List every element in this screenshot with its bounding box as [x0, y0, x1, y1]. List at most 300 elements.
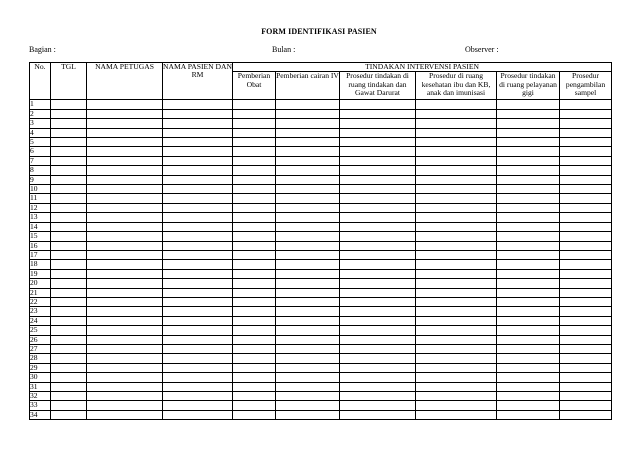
table-cell[interactable] [497, 363, 560, 372]
table-cell[interactable] [163, 109, 233, 118]
table-cell[interactable] [340, 297, 416, 306]
table-cell[interactable] [276, 128, 340, 137]
table-cell[interactable] [340, 373, 416, 382]
table-cell[interactable] [233, 185, 276, 194]
table-cell[interactable] [163, 138, 233, 147]
table-cell[interactable] [276, 373, 340, 382]
table-cell[interactable] [560, 166, 612, 175]
table-cell[interactable] [340, 100, 416, 109]
table-cell[interactable] [51, 222, 87, 231]
table-cell[interactable] [416, 269, 497, 278]
table-cell[interactable] [276, 100, 340, 109]
table-cell[interactable] [340, 410, 416, 419]
table-cell[interactable] [340, 392, 416, 401]
table-cell[interactable] [416, 373, 497, 382]
table-cell[interactable] [276, 166, 340, 175]
table-cell[interactable] [560, 203, 612, 212]
table-cell[interactable] [416, 401, 497, 410]
table-cell[interactable] [51, 138, 87, 147]
table-cell[interactable] [87, 335, 163, 344]
table-cell[interactable] [87, 156, 163, 165]
table-cell[interactable] [163, 382, 233, 391]
table-cell[interactable] [560, 119, 612, 128]
table-cell[interactable] [497, 128, 560, 137]
table-cell[interactable] [416, 363, 497, 372]
table-cell[interactable] [233, 401, 276, 410]
table-cell[interactable] [87, 166, 163, 175]
table-cell[interactable] [51, 128, 87, 137]
table-cell[interactable] [51, 100, 87, 109]
table-cell[interactable] [340, 147, 416, 156]
table-cell[interactable] [416, 203, 497, 212]
table-cell[interactable] [51, 147, 87, 156]
table-cell[interactable] [51, 260, 87, 269]
table-cell[interactable] [416, 147, 497, 156]
table-cell[interactable] [51, 156, 87, 165]
table-cell[interactable] [87, 382, 163, 391]
table-cell[interactable] [340, 203, 416, 212]
table-cell[interactable] [416, 232, 497, 241]
table-cell[interactable] [163, 203, 233, 212]
table-cell[interactable] [51, 326, 87, 335]
table-cell[interactable] [163, 241, 233, 250]
table-cell[interactable] [497, 392, 560, 401]
table-cell[interactable] [276, 138, 340, 147]
table-cell[interactable] [87, 175, 163, 184]
table-cell[interactable] [276, 279, 340, 288]
table-cell[interactable] [163, 401, 233, 410]
table-cell[interactable] [276, 316, 340, 325]
table-cell[interactable] [163, 194, 233, 203]
table-cell[interactable] [416, 392, 497, 401]
table-cell[interactable] [163, 232, 233, 241]
table-cell[interactable] [233, 109, 276, 118]
table-cell[interactable] [87, 316, 163, 325]
table-cell[interactable] [51, 335, 87, 344]
table-cell[interactable] [51, 279, 87, 288]
table-cell[interactable] [233, 100, 276, 109]
table-cell[interactable] [87, 269, 163, 278]
table-cell[interactable] [497, 222, 560, 231]
table-cell[interactable] [276, 232, 340, 241]
table-cell[interactable] [276, 147, 340, 156]
table-cell[interactable] [87, 401, 163, 410]
table-cell[interactable] [163, 260, 233, 269]
table-cell[interactable] [51, 269, 87, 278]
table-cell[interactable] [560, 241, 612, 250]
table-cell[interactable] [51, 194, 87, 203]
table-cell[interactable] [276, 222, 340, 231]
table-cell[interactable] [233, 363, 276, 372]
table-cell[interactable] [163, 316, 233, 325]
table-cell[interactable] [560, 401, 612, 410]
table-cell[interactable] [416, 279, 497, 288]
table-cell[interactable] [497, 147, 560, 156]
table-cell[interactable] [497, 166, 560, 175]
table-cell[interactable] [276, 335, 340, 344]
table-cell[interactable] [233, 288, 276, 297]
table-cell[interactable] [51, 344, 87, 353]
table-cell[interactable] [51, 297, 87, 306]
table-cell[interactable] [87, 213, 163, 222]
table-cell[interactable] [560, 109, 612, 118]
table-cell[interactable] [497, 307, 560, 316]
table-cell[interactable] [560, 128, 612, 137]
table-cell[interactable] [233, 269, 276, 278]
table-cell[interactable] [51, 185, 87, 194]
table-cell[interactable] [51, 382, 87, 391]
table-cell[interactable] [497, 241, 560, 250]
table-cell[interactable] [340, 250, 416, 259]
table-cell[interactable] [560, 382, 612, 391]
table-cell[interactable] [276, 401, 340, 410]
table-cell[interactable] [340, 222, 416, 231]
table-cell[interactable] [87, 194, 163, 203]
table-cell[interactable] [276, 194, 340, 203]
table-cell[interactable] [416, 100, 497, 109]
table-cell[interactable] [340, 344, 416, 353]
table-cell[interactable] [276, 109, 340, 118]
table-cell[interactable] [276, 326, 340, 335]
table-cell[interactable] [163, 147, 233, 156]
table-cell[interactable] [233, 354, 276, 363]
table-cell[interactable] [163, 326, 233, 335]
table-cell[interactable] [233, 260, 276, 269]
table-cell[interactable] [163, 354, 233, 363]
table-cell[interactable] [276, 382, 340, 391]
table-cell[interactable] [340, 269, 416, 278]
table-cell[interactable] [340, 326, 416, 335]
table-cell[interactable] [340, 175, 416, 184]
table-cell[interactable] [233, 373, 276, 382]
table-cell[interactable] [163, 269, 233, 278]
table-cell[interactable] [416, 410, 497, 419]
table-cell[interactable] [233, 147, 276, 156]
table-cell[interactable] [276, 392, 340, 401]
table-cell[interactable] [340, 109, 416, 118]
table-cell[interactable] [276, 269, 340, 278]
table-cell[interactable] [233, 250, 276, 259]
table-cell[interactable] [233, 307, 276, 316]
table-cell[interactable] [560, 354, 612, 363]
table-cell[interactable] [560, 269, 612, 278]
table-cell[interactable] [340, 382, 416, 391]
table-cell[interactable] [87, 307, 163, 316]
table-cell[interactable] [416, 194, 497, 203]
table-cell[interactable] [416, 316, 497, 325]
table-cell[interactable] [233, 213, 276, 222]
table-cell[interactable] [233, 175, 276, 184]
table-cell[interactable] [340, 194, 416, 203]
table-cell[interactable] [416, 241, 497, 250]
table-cell[interactable] [560, 326, 612, 335]
table-cell[interactable] [276, 185, 340, 194]
table-cell[interactable] [416, 185, 497, 194]
table-cell[interactable] [340, 307, 416, 316]
table-cell[interactable] [340, 241, 416, 250]
table-cell[interactable] [497, 138, 560, 147]
table-cell[interactable] [416, 288, 497, 297]
table-cell[interactable] [163, 307, 233, 316]
table-cell[interactable] [276, 410, 340, 419]
table-cell[interactable] [233, 232, 276, 241]
table-cell[interactable] [163, 392, 233, 401]
table-cell[interactable] [560, 297, 612, 306]
table-cell[interactable] [560, 156, 612, 165]
table-cell[interactable] [51, 213, 87, 222]
table-cell[interactable] [51, 401, 87, 410]
table-cell[interactable] [163, 297, 233, 306]
table-cell[interactable] [416, 260, 497, 269]
table-cell[interactable] [87, 222, 163, 231]
table-cell[interactable] [560, 335, 612, 344]
table-cell[interactable] [87, 250, 163, 259]
table-cell[interactable] [87, 185, 163, 194]
table-cell[interactable] [497, 175, 560, 184]
table-cell[interactable] [87, 354, 163, 363]
table-cell[interactable] [497, 401, 560, 410]
table-cell[interactable] [163, 344, 233, 353]
table-cell[interactable] [87, 279, 163, 288]
table-cell[interactable] [87, 203, 163, 212]
table-cell[interactable] [340, 354, 416, 363]
table-cell[interactable] [497, 185, 560, 194]
table-cell[interactable] [163, 288, 233, 297]
table-cell[interactable] [51, 316, 87, 325]
table-cell[interactable] [340, 260, 416, 269]
table-cell[interactable] [163, 279, 233, 288]
table-cell[interactable] [87, 100, 163, 109]
table-cell[interactable] [51, 166, 87, 175]
table-cell[interactable] [560, 194, 612, 203]
table-cell[interactable] [416, 109, 497, 118]
table-cell[interactable] [276, 213, 340, 222]
table-cell[interactable] [497, 194, 560, 203]
table-cell[interactable] [163, 156, 233, 165]
table-cell[interactable] [233, 297, 276, 306]
table-cell[interactable] [233, 316, 276, 325]
table-cell[interactable] [163, 222, 233, 231]
table-cell[interactable] [416, 335, 497, 344]
table-cell[interactable] [87, 109, 163, 118]
table-cell[interactable] [560, 100, 612, 109]
table-cell[interactable] [340, 156, 416, 165]
table-cell[interactable] [340, 335, 416, 344]
table-cell[interactable] [416, 382, 497, 391]
table-cell[interactable] [51, 109, 87, 118]
table-cell[interactable] [51, 175, 87, 184]
table-cell[interactable] [233, 382, 276, 391]
table-cell[interactable] [497, 100, 560, 109]
table-cell[interactable] [87, 260, 163, 269]
table-cell[interactable] [276, 260, 340, 269]
table-cell[interactable] [87, 241, 163, 250]
table-cell[interactable] [233, 119, 276, 128]
table-cell[interactable] [163, 100, 233, 109]
table-cell[interactable] [276, 175, 340, 184]
table-cell[interactable] [87, 138, 163, 147]
table-cell[interactable] [276, 297, 340, 306]
table-cell[interactable] [560, 363, 612, 372]
table-cell[interactable] [416, 297, 497, 306]
table-cell[interactable] [51, 410, 87, 419]
table-cell[interactable] [497, 203, 560, 212]
table-cell[interactable] [276, 288, 340, 297]
table-cell[interactable] [560, 250, 612, 259]
table-cell[interactable] [416, 213, 497, 222]
table-cell[interactable] [233, 279, 276, 288]
table-cell[interactable] [51, 373, 87, 382]
table-cell[interactable] [560, 222, 612, 231]
table-cell[interactable] [340, 213, 416, 222]
table-cell[interactable] [560, 260, 612, 269]
table-cell[interactable] [416, 138, 497, 147]
table-cell[interactable] [340, 185, 416, 194]
table-cell[interactable] [497, 109, 560, 118]
table-cell[interactable] [276, 250, 340, 259]
table-cell[interactable] [276, 344, 340, 353]
table-cell[interactable] [163, 373, 233, 382]
table-cell[interactable] [340, 279, 416, 288]
table-cell[interactable] [497, 250, 560, 259]
table-cell[interactable] [497, 279, 560, 288]
table-cell[interactable] [497, 373, 560, 382]
table-cell[interactable] [87, 288, 163, 297]
table-cell[interactable] [87, 147, 163, 156]
table-cell[interactable] [497, 269, 560, 278]
table-cell[interactable] [497, 316, 560, 325]
table-cell[interactable] [163, 335, 233, 344]
table-cell[interactable] [560, 307, 612, 316]
table-cell[interactable] [276, 203, 340, 212]
table-cell[interactable] [497, 335, 560, 344]
table-cell[interactable] [51, 203, 87, 212]
table-cell[interactable] [233, 156, 276, 165]
table-cell[interactable] [560, 344, 612, 353]
table-cell[interactable] [163, 185, 233, 194]
table-cell[interactable] [163, 213, 233, 222]
table-cell[interactable] [497, 297, 560, 306]
table-cell[interactable] [497, 344, 560, 353]
table-cell[interactable] [87, 363, 163, 372]
table-cell[interactable] [51, 250, 87, 259]
table-cell[interactable] [276, 156, 340, 165]
table-cell[interactable] [233, 128, 276, 137]
table-cell[interactable] [497, 288, 560, 297]
table-cell[interactable] [87, 410, 163, 419]
table-cell[interactable] [163, 250, 233, 259]
table-cell[interactable] [497, 232, 560, 241]
table-cell[interactable] [87, 119, 163, 128]
table-cell[interactable] [416, 344, 497, 353]
table-cell[interactable] [560, 138, 612, 147]
table-cell[interactable] [416, 326, 497, 335]
table-cell[interactable] [233, 410, 276, 419]
table-cell[interactable] [87, 392, 163, 401]
table-cell[interactable] [560, 185, 612, 194]
table-cell[interactable] [497, 326, 560, 335]
table-cell[interactable] [560, 232, 612, 241]
table-cell[interactable] [416, 250, 497, 259]
table-cell[interactable] [497, 354, 560, 363]
table-cell[interactable] [163, 410, 233, 419]
table-cell[interactable] [51, 232, 87, 241]
table-cell[interactable] [560, 175, 612, 184]
table-cell[interactable] [497, 410, 560, 419]
table-cell[interactable] [416, 119, 497, 128]
table-cell[interactable] [233, 203, 276, 212]
table-cell[interactable] [340, 288, 416, 297]
table-cell[interactable] [560, 147, 612, 156]
table-cell[interactable] [497, 260, 560, 269]
table-cell[interactable] [51, 354, 87, 363]
table-cell[interactable] [497, 156, 560, 165]
table-cell[interactable] [340, 128, 416, 137]
table-cell[interactable] [276, 119, 340, 128]
table-cell[interactable] [233, 194, 276, 203]
table-cell[interactable] [497, 213, 560, 222]
table-cell[interactable] [276, 354, 340, 363]
table-cell[interactable] [416, 222, 497, 231]
table-cell[interactable] [87, 326, 163, 335]
table-cell[interactable] [163, 175, 233, 184]
table-cell[interactable] [51, 119, 87, 128]
table-cell[interactable] [416, 354, 497, 363]
table-cell[interactable] [233, 344, 276, 353]
table-cell[interactable] [340, 401, 416, 410]
table-cell[interactable] [560, 373, 612, 382]
table-cell[interactable] [340, 363, 416, 372]
table-cell[interactable] [233, 392, 276, 401]
table-cell[interactable] [340, 138, 416, 147]
table-cell[interactable] [233, 138, 276, 147]
table-cell[interactable] [87, 344, 163, 353]
table-cell[interactable] [340, 166, 416, 175]
table-cell[interactable] [416, 128, 497, 137]
table-cell[interactable] [87, 232, 163, 241]
table-cell[interactable] [340, 232, 416, 241]
table-cell[interactable] [163, 166, 233, 175]
table-cell[interactable] [233, 326, 276, 335]
table-cell[interactable] [497, 119, 560, 128]
table-cell[interactable] [233, 166, 276, 175]
table-cell[interactable] [416, 156, 497, 165]
table-cell[interactable] [560, 410, 612, 419]
table-cell[interactable] [340, 316, 416, 325]
table-cell[interactable] [163, 119, 233, 128]
table-cell[interactable] [51, 392, 87, 401]
table-cell[interactable] [416, 307, 497, 316]
table-cell[interactable] [233, 222, 276, 231]
table-cell[interactable] [497, 382, 560, 391]
table-cell[interactable] [560, 392, 612, 401]
table-cell[interactable] [87, 128, 163, 137]
table-cell[interactable] [416, 175, 497, 184]
table-cell[interactable] [233, 241, 276, 250]
table-cell[interactable] [87, 373, 163, 382]
table-cell[interactable] [560, 288, 612, 297]
table-cell[interactable] [276, 241, 340, 250]
table-cell[interactable] [560, 279, 612, 288]
table-cell[interactable] [340, 119, 416, 128]
table-cell[interactable] [276, 363, 340, 372]
table-cell[interactable] [87, 297, 163, 306]
table-cell[interactable] [163, 363, 233, 372]
table-cell[interactable] [416, 166, 497, 175]
table-cell[interactable] [276, 307, 340, 316]
table-cell[interactable] [233, 335, 276, 344]
table-cell[interactable] [51, 363, 87, 372]
